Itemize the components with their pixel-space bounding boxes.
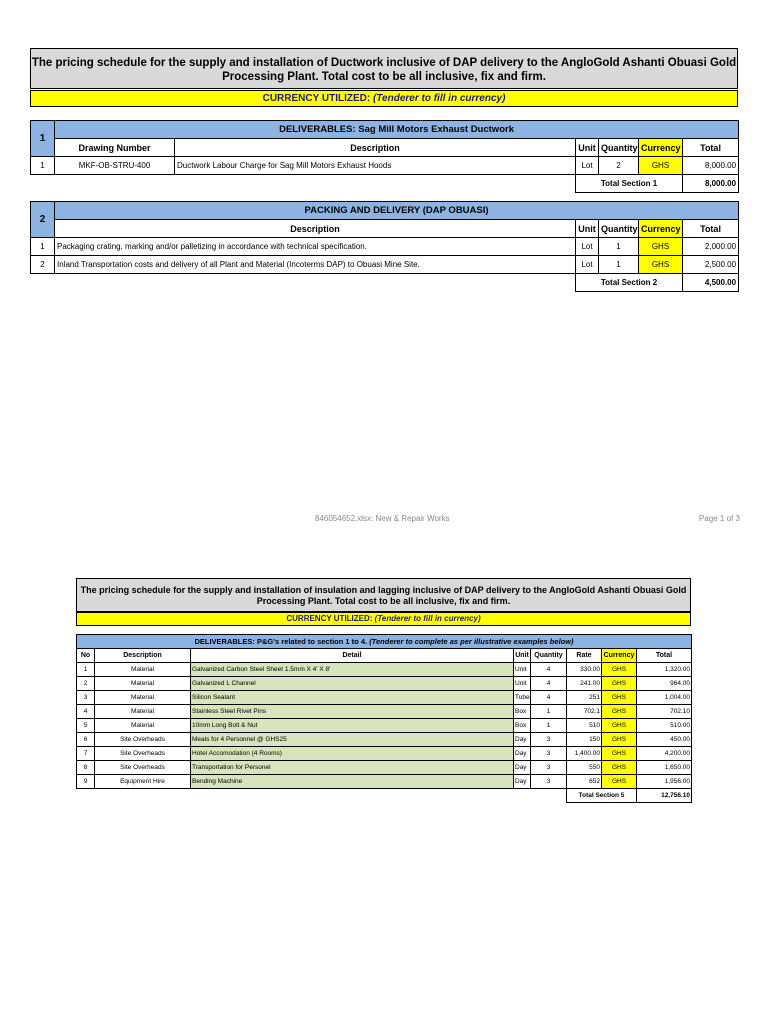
header-currency: Currency <box>639 139 683 157</box>
section5-total-value: 12,756.10 <box>637 789 692 803</box>
row-unit: Tube <box>514 691 531 705</box>
row-rate: 652 <box>567 775 602 789</box>
row-total: 1,650.00 <box>637 761 692 775</box>
row-total: 702.10 <box>637 705 692 719</box>
header-drawing-number: Drawing Number <box>55 139 175 157</box>
row-description: Site Overheads <box>95 747 191 761</box>
row-unit: Lot <box>576 157 599 175</box>
table-row <box>77 761 692 775</box>
row-qty: 1 <box>599 238 639 256</box>
row-unit: Lot <box>576 238 599 256</box>
row-description: Material <box>95 719 191 733</box>
row-currency: GHS <box>602 663 637 677</box>
row-unit: Day <box>514 747 531 761</box>
header-quantity: Quantity <box>599 220 639 238</box>
footer-page-number: Page 1 of 3 <box>699 514 740 523</box>
row-description: Material <box>95 677 191 691</box>
table-row <box>31 238 739 256</box>
row-description: Site Overheads <box>95 761 191 775</box>
table-row <box>77 747 692 761</box>
row-qty: 4 <box>531 663 567 677</box>
row-description: Site Overheads <box>95 733 191 747</box>
row-qty: 1 <box>531 719 567 733</box>
row-currency: GHS <box>602 719 637 733</box>
table-row <box>77 733 692 747</box>
row-detail: Galvanized Carbon Steel Sheet 1.5mm X 4' X 8' <box>191 663 514 677</box>
section1-total-value: 8,000.00 <box>683 175 739 193</box>
header-rate: Rate <box>567 649 602 663</box>
page1-title-line2: Processing Plant. Total cost to be all inclusive, fix and firm. <box>222 71 546 83</box>
header-quantity: Quantity <box>531 649 567 663</box>
row-total: 4,200.00 <box>637 747 692 761</box>
row-currency: GHS <box>602 705 637 719</box>
table-row <box>77 719 692 733</box>
row-no: 4 <box>77 705 95 719</box>
section2-total-row <box>31 274 739 292</box>
row-unit: Box <box>514 719 531 733</box>
row-unit: Lot <box>576 256 599 274</box>
row-total: 450.00 <box>637 733 692 747</box>
currency-label: CURRENCY UTILIZED: <box>286 614 373 623</box>
row-rate: 330.00 <box>567 663 602 677</box>
page2-currency-banner <box>76 612 691 626</box>
table-row <box>77 705 692 719</box>
row-unit: Day <box>514 775 531 789</box>
row-total: 964.00 <box>637 677 692 691</box>
section1-header-row <box>31 139 739 157</box>
table-row <box>77 677 692 691</box>
row-rate: 702.1 <box>567 705 602 719</box>
header-currency: Currency <box>602 649 637 663</box>
row-qty: 3 <box>531 761 567 775</box>
section1-heading: DELIVERABLES: Sag Mill Motors Exhaust Ductwork <box>55 121 739 139</box>
page1-title <box>30 48 738 89</box>
row-unit: Box <box>514 705 531 719</box>
page2-title-line1: The pricing schedule for the supply and installation of insulation and lagging inclusive of DAP delivery to the AngloGold Ashanti Obuasi Gold <box>80 585 687 595</box>
row-description: Inland Transportation costs and delivery of all Plant and Material (Incoterms DAP) to Obuasi Mine Site. <box>55 256 576 274</box>
row-rate: 150 <box>567 733 602 747</box>
row-description: Packaging crating, marking and/or palletizing in accordance with technical specification. <box>55 238 576 256</box>
header-detail: Detail <box>191 649 514 663</box>
row-detail: Transportation for Personel <box>191 761 514 775</box>
table-row <box>31 157 739 175</box>
header-description: Description <box>95 649 191 663</box>
section2-header-row <box>31 220 739 238</box>
row-qty: 2 <box>599 157 639 175</box>
section2-number: 2 <box>31 202 55 238</box>
table-row <box>77 775 692 789</box>
row-no: 5 <box>77 719 95 733</box>
row-total: 1,004.00 <box>637 691 692 705</box>
row-total: 510.00 <box>637 719 692 733</box>
row-no: 2 <box>31 256 55 274</box>
row-rate: 510 <box>567 719 602 733</box>
header-description: Description <box>175 139 576 157</box>
row-no: 7 <box>77 747 95 761</box>
row-qty: 1 <box>599 256 639 274</box>
header-currency: Currency <box>639 220 683 238</box>
row-total: 2,500.00 <box>683 256 739 274</box>
header-total: Total <box>683 220 739 238</box>
page2-title-line2: Processing Plant. Total cost to be all inclusive, fix and firm. <box>256 596 511 606</box>
header-total: Total <box>683 139 739 157</box>
section1-table <box>30 120 739 193</box>
row-total: 2,000.00 <box>683 238 739 256</box>
header-no: No <box>77 649 95 663</box>
row-no: 9 <box>77 775 95 789</box>
footer-filename: 846054652.xlsx: New & Repair Works <box>315 514 450 523</box>
currency-note: (Tenderer to fill in currency) <box>374 614 481 623</box>
header-description: Description <box>55 220 576 238</box>
row-detail: Galvanized L Channel <box>191 677 514 691</box>
row-no: 1 <box>77 663 95 677</box>
row-total: 1,320.00 <box>637 663 692 677</box>
section5-rows <box>77 663 692 789</box>
row-qty: 1 <box>531 705 567 719</box>
row-rate: 550 <box>567 761 602 775</box>
row-currency: GHS <box>602 733 637 747</box>
row-detail: 10mm Long Bolt & Nut <box>191 719 514 733</box>
section1-total-row <box>31 175 739 193</box>
section5-heading-text: DELIVERABLES: P&G's related to section 1 to 4. <box>194 637 368 646</box>
row-no: 2 <box>77 677 95 691</box>
header-unit: Unit <box>576 139 599 157</box>
row-description: Ductwork Labour Charge for Sag Mill Motors Exhaust Hoods <box>175 157 576 175</box>
row-rate: 251 <box>567 691 602 705</box>
row-unit: Day <box>514 733 531 747</box>
row-currency: GHS <box>602 677 637 691</box>
header-unit: Unit <box>514 649 531 663</box>
row-unit: Unit <box>514 663 531 677</box>
page1-title-line1: The pricing schedule for the supply and installation of Ductwork inclusive of DAP delivery to the AngloGold Ashanti Obuasi Gold <box>31 57 737 69</box>
row-detail: Bending Machine <box>191 775 514 789</box>
row-detail: Hotel Accomodation (4 Rooms) <box>191 747 514 761</box>
row-no: 8 <box>77 761 95 775</box>
row-detail: Stainless Steel Rivet Pins <box>191 705 514 719</box>
row-rate: 1,400.00 <box>567 747 602 761</box>
section5-table <box>76 634 692 803</box>
section5-total-row <box>77 789 692 803</box>
row-detail: Meals for 4 Personnel @ GHS25 <box>191 733 514 747</box>
section1-total-label: Total Section 1 <box>576 175 683 193</box>
section2-total-label: Total Section 2 <box>576 274 683 292</box>
row-currency: GHS <box>639 238 683 256</box>
section1-number: 1 <box>31 121 55 157</box>
row-qty: 3 <box>531 733 567 747</box>
row-description: Material <box>95 663 191 677</box>
header-quantity: Quantity <box>599 139 639 157</box>
header-total: Total <box>637 649 692 663</box>
table-row <box>31 256 739 274</box>
section5-total-label: Total Section 5 <box>567 789 637 803</box>
section5-header-row <box>77 649 692 663</box>
page2-title <box>76 578 691 612</box>
header-unit: Unit <box>576 220 599 238</box>
row-unit: Unit <box>514 677 531 691</box>
table-row <box>77 691 692 705</box>
row-currency: GHS <box>602 775 637 789</box>
row-qty: 3 <box>531 747 567 761</box>
section5-heading <box>77 635 692 649</box>
row-qty: 3 <box>531 775 567 789</box>
row-qty: 4 <box>531 677 567 691</box>
row-currency: GHS <box>639 256 683 274</box>
section5-heading-note: (Tenderer to complete as per illustrative examples below) <box>369 637 574 646</box>
row-currency: GHS <box>602 691 637 705</box>
row-total: 1,956.00 <box>637 775 692 789</box>
row-no: 1 <box>31 238 55 256</box>
row-currency: GHS <box>602 761 637 775</box>
row-description: Material <box>95 691 191 705</box>
row-rate: 241.00 <box>567 677 602 691</box>
row-currency: GHS <box>639 157 683 175</box>
row-detail: Silicon Sealant <box>191 691 514 705</box>
currency-label: CURRENCY UTILIZED: <box>262 93 371 104</box>
row-total: 8,000.00 <box>683 157 739 175</box>
section2-total-value: 4,500.00 <box>683 274 739 292</box>
row-currency: GHS <box>602 747 637 761</box>
page1-currency-banner <box>30 90 738 107</box>
row-no: 6 <box>77 733 95 747</box>
section2-table <box>30 201 739 292</box>
row-no: 1 <box>31 157 55 175</box>
table-row <box>77 663 692 677</box>
row-description: Equipment Hire <box>95 775 191 789</box>
row-description: Material <box>95 705 191 719</box>
row-qty: 4 <box>531 691 567 705</box>
row-drawing: MKF-OB-STRU-400 <box>55 157 175 175</box>
row-no: 3 <box>77 691 95 705</box>
currency-note: (Tenderer to fill in currency) <box>372 93 506 104</box>
section2-heading: PACKING AND DELIVERY (DAP OBUASI) <box>55 202 739 220</box>
row-unit: Day <box>514 761 531 775</box>
